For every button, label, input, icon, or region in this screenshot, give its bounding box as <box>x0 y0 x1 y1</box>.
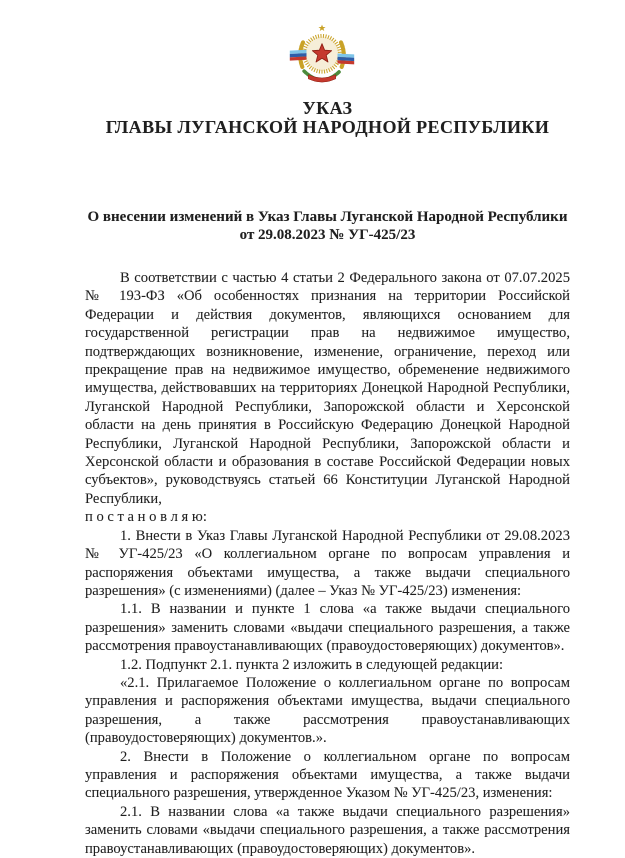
body-paragraph: 1. Внести в Указ Главы Луганской Народной Республики от 29.08.2023 № УГ-425/23 «О коллегиальном органе по вопросам управления и распоряжения объектами имущества, а также выдачи специального разрешения» (с изменениями) (далее – Указ № УГ-425/23) изменения: <box>85 527 570 599</box>
body-paragraph: 1.2. Подпункт 2.1. пункта 2 изложить в следующей редакции: <box>120 656 504 673</box>
decree-title: УКАЗ <box>302 98 353 118</box>
subject-line-1: О внесении изменений в Указ Главы Луганской Народной Республики <box>87 209 568 225</box>
emblem-container <box>73 24 570 91</box>
body-resolve-word: п о с т а н о в л я ю: <box>85 509 207 526</box>
body-paragraph: 2. Внести в Положение о коллегиальном органе по вопросам управления и распоряжения объектами имущества, а также выдачи специального разрешения, утвержденное Указом № УГ-425/23, изменения: <box>85 748 570 802</box>
decree-body <box>85 269 570 858</box>
body-paragraph: 1.1. В названии и пункте 1 слова «а также выдачи специального разрешения» заменить словами «выдачи специального разрешения, а также рассмотрения правоустанавливающих (правоудостоверяющих) документов». <box>85 601 570 655</box>
coat-of-arms-icon <box>286 24 358 86</box>
subject-line-2: от 29.08.2023 № УГ-425/23 <box>239 227 416 243</box>
body-paragraph: «2.1. Прилагаемое Положение о коллегиальном органе по вопросам управления и распоряжения объектами имущества, выдачи специального разрешения, а также рассмотрения правоустанавливающих (правоудостоверяющих) документов.». <box>85 674 570 747</box>
body-paragraph-intro: В соответствии с частью 4 статьи 2 Федерального закона от 07.07.2025 № 193-ФЗ «Об особенностях признания на территории Российской Федерации и действия документов, являющихся основанием для государственной регистрации прав на недвижимое имущество, подтверждающих возникновение, изменение, ограничение, переход или прекращение прав на недвижимое имущество, обременение недвижимого имущества, действовавших на территориях Донецкой Народной Республики, Луганской Народной Республики, Запорожской области и Херсонской области на день принятия в Российскую Федерацию Донецкой Народной Республики, Луганской Народной Республики, Запорожской области и Херсонской области и образования в составе Российской Федерации новых субъектов», руководствуясь статьей 66 Конституции Луганской Народной Республики, <box>85 270 570 507</box>
decree-subject <box>85 208 570 244</box>
body-paragraph: 2.1. В названии слова «а также выдачи специального разрешения» заменить словами «выдачи специального разрешения, а также рассмотрения правоустанавливающих (правоудостоверяющих) документов». <box>85 803 570 857</box>
decree-authority: ГЛАВЫ ЛУГАНСКОЙ НАРОДНОЙ РЕСПУБЛИКИ <box>105 117 550 137</box>
